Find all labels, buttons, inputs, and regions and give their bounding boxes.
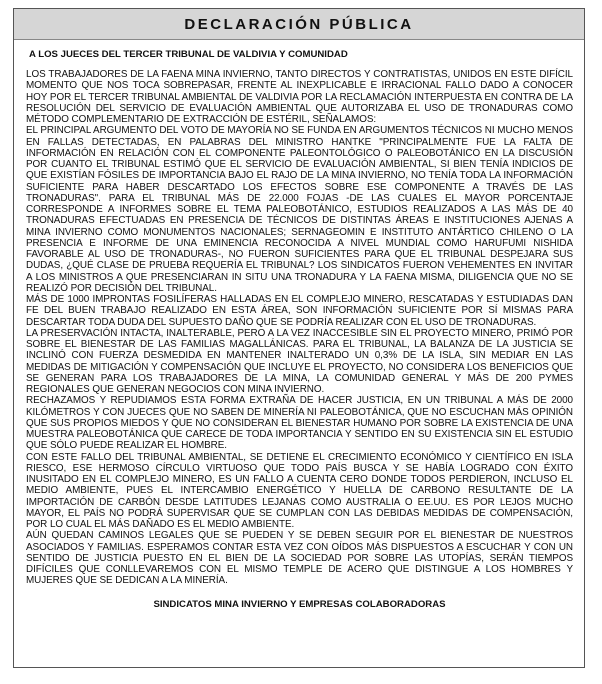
paragraph-rejection: RECHAZAMOS Y REPUDIAMOS ESTA FORMA EXTRAÑA DE HACER JUSTICIA, EN UN TRIBUNAL A MÁS DE 2000 KILÓMETROS Y CON JUECES QUE NO SABEN DE MINERÍA NI PALEOBOTÁNICA, QUE NO ESCUCHAN MÁS OPINIÓN QUE SUS PROPIOS MIEDOS Y QUE NO CONSIDERAN EL BIENESTAR HUMANO POR SOBRE LA EXISTENCIA DE UNA MUESTRA PALEOBOTÁNICA QUE CARECE DE TODA IMPORTANCIA Y SENTIDO EN SU EXISTENCIA SIN EL ESTUDIO QUE SÓLO PUEDE REALIZAR EL HOMBRE. [26, 395, 573, 452]
page-title: DECLARACIÓN PÚBLICA [184, 15, 414, 33]
paragraph-legal-paths: AÚN QUEDAN CAMINOS LEGALES QUE SE PUEDEN Y SE DEBEN SEGUIR POR EL BIENESTAR DE NUESTROS ASOCIADOS Y FAMILIAS. ESPERAMOS CONTAR ESTA VEZ CON OÍDOS MÁS DISPUESTOS A ESCUCHAR Y CON UN SENTIDO DE JUSTICIA PUESTO EN EL BIEN DE LA SOCIEDAD POR SOBRE LAS UTOPÍAS, SERÁN TIEMPOS DIFÍCILES QUE CONLLEVAREMOS CON EL MISMO TEMPLE DE ACERO QUE DISTINGUE A LOS HOMBRES Y MUJERES QUE SE DEDICAN A LA MINERÍA. [26, 530, 573, 587]
declaration-frame [13, 8, 585, 668]
paragraph-preservation: LA PRESERVACIÓN INTACTA, INALTERABLE, PERO A LA VEZ INACCESIBLE SIN EL PROYECTO MINERO, PRIMÓ POR SOBRE EL BIENESTAR DE LAS FAMILIAS MAGALLÁNICAS. PARA EL TRIBUNAL, LA BALANZA DE LA JUSTICIA SE INCLINÓ CON FUERZA DESMEDIDA EN MANTENER INALTERADO UN 0,3% DE LA ISLA, SIN MEDIAR EN LAS MEDIDAS DE MITIGACIÓN Y COMPENSACIÓN QUE INCLUYE EL PROYECTO, NO CONSIDERA LOS BENEFICIOS QUE SE GENERAN PARA LOS TRABAJADORES DE LA MINA, LA COMUNIDAD GENERAL Y MÁS DE 200 PYMES REGIONALES QUE GENERAN NEGOCIOS CON MINA INVIERNO. [26, 327, 573, 395]
paragraph-fossil-imprints: MÁS DE 1000 IMPRONTAS FOSILÍFERAS HALLADAS EN EL COMPLEJO MINERO, RESCATADAS Y ESTUDIADAS DAN FE DEL BUEN TRABAJO REALIZADO EN ESTA ÁREA, SON INFORMACIÓN SUFICIENTE POR SÍ MISMAS PARA DESCARTAR TODA DUDA DEL SUPUESTO DAÑO QUE SE PODRÍA REALIZAR CON EL USO DE TRONADURAS. [26, 294, 573, 328]
declaration-body [14, 40, 584, 610]
paragraph-main-argument: EL PRINCIPAL ARGUMENTO DEL VOTO DE MAYORÍA NO SE FUNDA EN ARGUMENTOS TÉCNICOS NI MUCHO MENOS EN FALLAS DETECTADAS, EN PALABRAS DEL MINISTRO HANTKE "PRINCIPALMENTE FUE LA FALTA DE INFORMACIÓN EN RELACIÓN CON EL COMPONENTE PALEONTOLÓGICO O PALEOBOTÁNICO EN LA DISCUSIÓN POR CUANTO EL TRIBUNAL ESTIMÓ QUE EL SERVICIO DE EVALUACIÓN AMBIENTAL, SI BIEN TENÍA INDICIOS DE QUE EXISTÍAN FÓSILES DE IMPORTANCIA BAJO EL RAJO DE LA MINA INVIERNO, NO TENÍA TODA LA INFORMACIÓN SUFICIENTE PARA HABER DESCARTADO LOS EFECTOS SOBRE ESE COMPONENTE A TRAVÉS DE LAS TRONADURAS". PARA EL TRIBUNAL MÁS DE 22.000 FOJAS -DE LAS CUALES EL MAYOR PORCENTAJE CORRESPONDE A INFORMES SOBRE EL TEMA PALEOBOTÁNICO, ESTUDIOS REALIZADOS A LAS MÁS DE 40 TRONADURAS EFECTUADAS EN PRESENCIA DE TÉCNICOS DE DISTINTAS ÁREAS E INSTITUCIONES AJENAS A MINA INVIERNO COMO MONUMENTOS NACIONALES; SERNAGEOMIN E INSTITUTO ANTÁRTICO CHILENO O LA PRESENCIA E INFORME DE UNA EMINENCIA RECONOCIDA A NIVEL MUNDIAL COMO HARUFUMI NISHIDA FAVORABLE AL USO DE TRONADURAS-, NO FUERON SUFICIENTES PARA QUE EL TRIBUNAL DESPEJARA SUS DUDAS, ¿QUÉ CLASE DE PRUEBA REQUERÍA EL TRIBUNAL? LOS SINDICATOS FUERON VEHEMENTES EN INVITAR A LOS MINISTROS A QUE PRESENCIARAN IN SITU UNA TRONADURA Y LA FAENA MISMA, DILIGENCIA QUE NO SE REALIZÓ POR DECISIÓN DEL TRIBUNAL. [26, 125, 573, 294]
title-bar [14, 9, 584, 40]
paragraph-intro: LOS TRABAJADORES DE LA FAENA MINA INVIERNO, TANTO DIRECTOS Y CONTRATISTAS, UNIDOS EN ESTE DIFÍCIL MOMENTO QUE NOS TOCA SOBREPASAR, FRENTE AL INEXPLICABLE E IRRACIONAL FALLO DADO A CONOCER HOY POR EL TERCER TRIBUNAL AMBIENTAL DE VALDIVIA POR LA RECLAMACIÓN INTERPUESTA EN CONTRA DE LA RESOLUCIÓN DEL SERVICIO DE EVALUACIÓN AMBIENTAL QUE AUTORIZABA EL USO DE TRONADURAS COMO MÉTODO COMPLEMENTARIO DE EXTRACCIÓN DE ESTÉRIL, SEÑALAMOS: [26, 69, 573, 125]
signature: SINDICATOS MINA INVIERNO Y EMPRESAS COLABORADORAS [153, 598, 446, 610]
addressee-heading: A LOS JUECES DEL TERCER TRIBUNAL DE VALDIVIA Y COMUNIDAD [29, 49, 348, 60]
paragraph-economic-impact: CON ESTE FALLO DEL TRIBUNAL AMBIENTAL, SE DETIENE EL CRECIMIENTO ECONÓMICO Y CIENTÍFICO EN ISLA RIESCO, ESE HERMOSO CÍRCULO VIRTUOSO QUE TODO PAÍS BUSCA Y SE HABÍA LOGRADO CON ÉXITO INUSITADO EN EL COMPLEJO MINERO, ES UN FALLO A CUENTA CERO DONDE TODOS PERDIERON, INCLUSO EL MEDIO AMBIENTE, PUES EL INTERCAMBIO ENERGÉTICO Y HUELLA DE CARBONO RESULTANTE DE LA IMPORTACIÓN DE CARBÓN DESDE LATITUDES LEJANAS COMO AUSTRALIA O EE.UU. ES POR LEJOS MUCHO MAYOR, EL PAÍS NO PODRÁ SUPERVISAR QUE SE CUMPLAN CON LAS DEBIDAS MEDIDAS DE COMPENSACIÓN, POR LO CUAL EL MÁS DAÑADO ES EL MEDIO AMBIENTE. [26, 451, 573, 530]
